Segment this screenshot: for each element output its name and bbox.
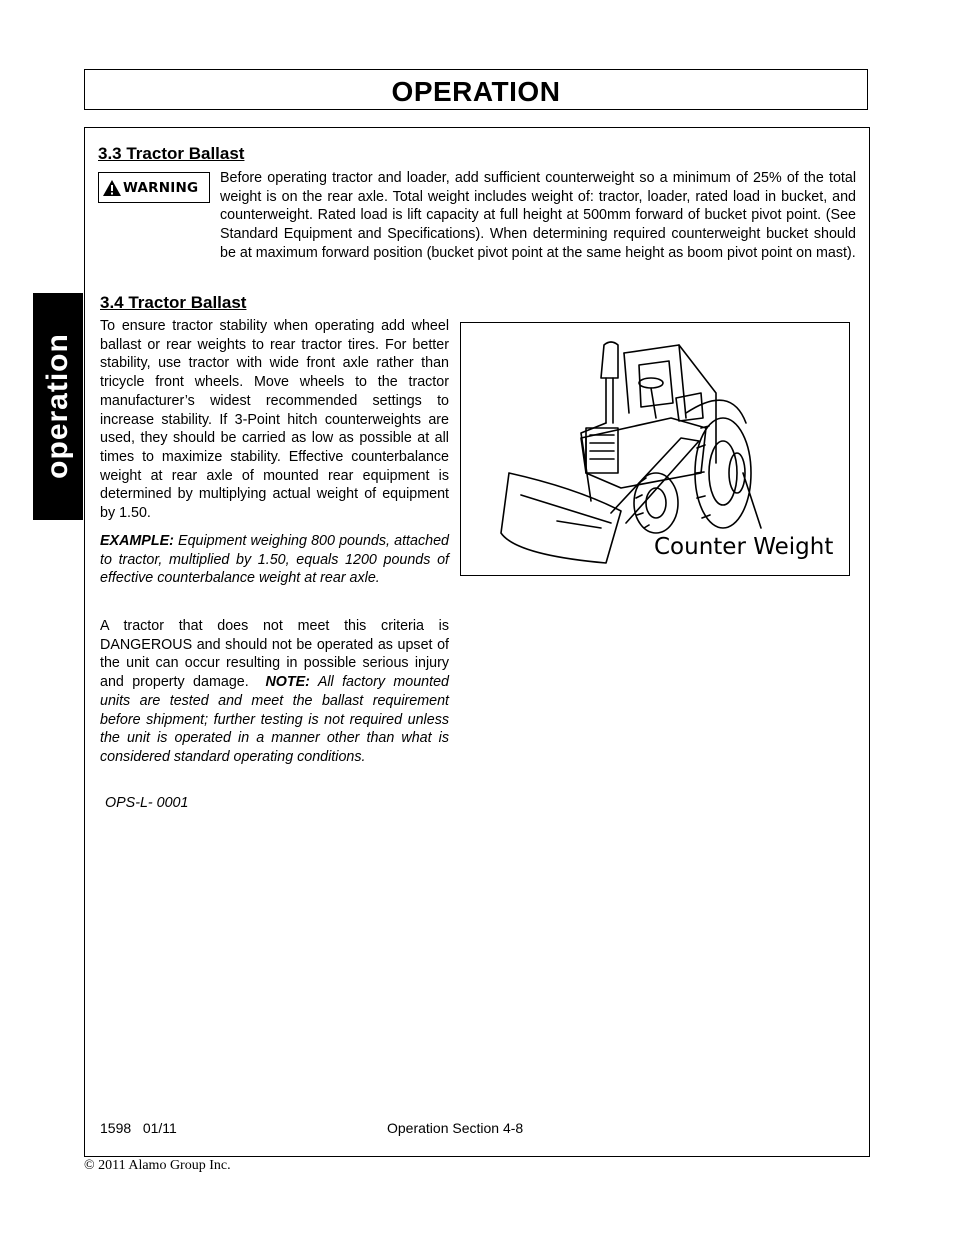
section-3-3-heading: 3.3 Tractor Ballast xyxy=(98,144,245,163)
copyright: © 2011 Alamo Group Inc. xyxy=(84,1158,231,1173)
tractor-figure xyxy=(460,322,850,576)
warning-badge xyxy=(98,172,210,203)
page-header xyxy=(84,69,868,110)
side-tab-label: operation xyxy=(41,333,74,479)
danger-text: A tractor that does not meet this criteria is DANGEROUS and should not be operated as upset of the unit can occur resulting in possible serious injury and property damage. xyxy=(100,618,449,691)
note-label: NOTE: xyxy=(265,674,310,691)
warning-text: Before operating tractor and loader, add sufficient counterweight so a minimum of 25% of the total weight is on the rear axle. Total weight includes weight of: tractor, loader, rated load in bucket, and counterweight. Rated load is lift capacity at full height at 500mm forward of bucket pivot point. (See Standard Equipment and Specifications). When determining required counterweight bucket should be at maximum forward position (bucket pivot point at the same height as boom pivot point on mast). xyxy=(220,170,856,261)
section-3-4-heading: 3.4 Tractor Ballast xyxy=(100,293,247,312)
danger-paragraph xyxy=(100,617,449,767)
example-label: EXAMPLE: xyxy=(100,533,174,549)
page-title: OPERATION xyxy=(391,76,561,107)
warning-label: WARNING xyxy=(123,179,199,196)
note-text: All factory mounted units are tested and meet the ballast requirement before shipment; further testing is not required unless the unit is operated in a manner other than what is considered standard operating conditions. xyxy=(100,674,449,765)
figure-label: Counter Weight xyxy=(654,534,834,560)
footer-section-page: Operation Section 4-8 xyxy=(387,1120,524,1136)
section-side-tab xyxy=(33,293,83,520)
reference-code: OPS-L- 0001 xyxy=(105,795,189,811)
warning-triangle-icon xyxy=(102,179,122,197)
example-text: Equipment weighing 800 pounds, attached to tractor, multiplied by 1.50, equals 1200 pounds of effective counterbalance weight at rear axle. xyxy=(100,533,449,587)
ballast-paragraph: To ensure tractor stability when operating add wheel ballast or rear weights to rear tractor tires. For better stability, use tractor with wide front axle rather than tricycle front wheels. Move wheels to the tractor manufacturer’s widest recommended settings to increase stability. If 3-Point hitch counterweights are used, they should be carried as low as possible at all times to maximize stability. Effective counterbalance weight at rear axle of mounted rear equipment is determined by multiplying actual weight of equipment by 1.50. xyxy=(100,318,449,522)
example-paragraph xyxy=(100,532,449,588)
footer-document-id: 1598 01/11 xyxy=(100,1120,177,1136)
